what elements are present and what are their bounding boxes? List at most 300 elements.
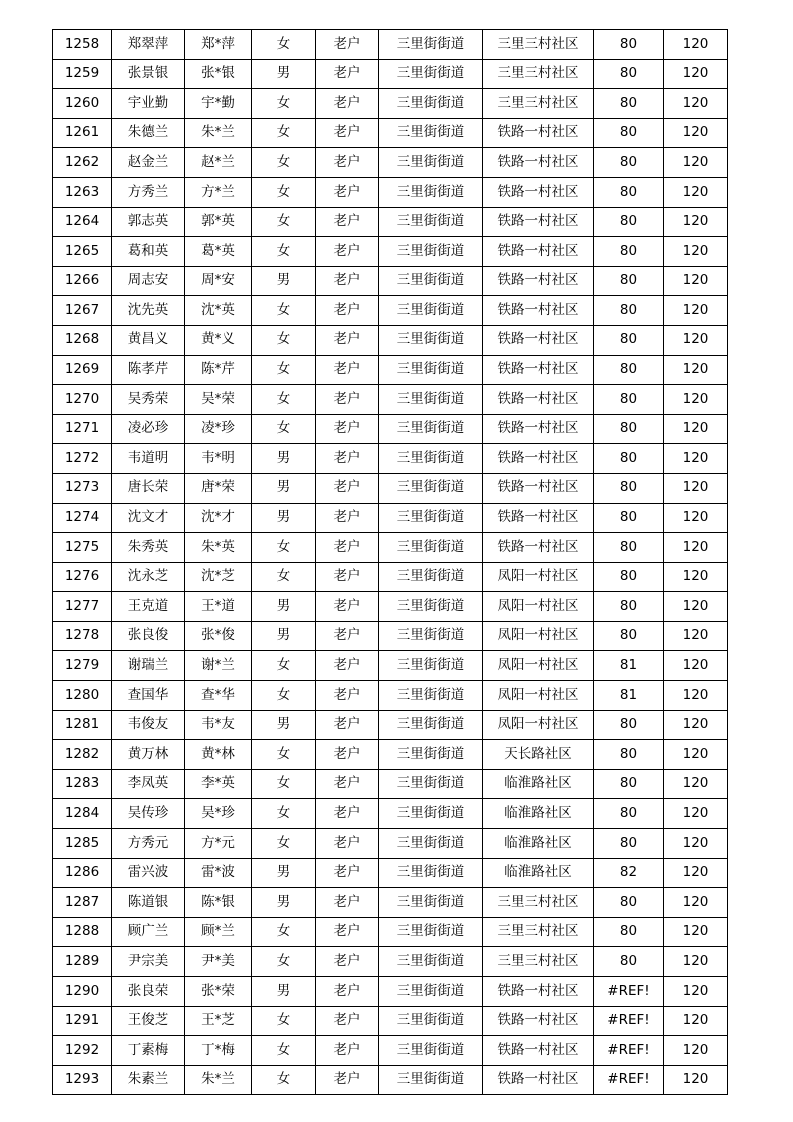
name-cell: 黄万林 [112,740,185,770]
community-cell: 铁路一村社区 [483,325,594,355]
household-type-cell: 老户 [316,829,379,859]
age-cell: 80 [594,829,664,859]
serial-cell: 1271 [53,414,112,444]
amount-cell: 120 [664,1036,728,1066]
household-type-cell: 老户 [316,266,379,296]
serial-cell: 1259 [53,59,112,89]
table-row [53,1006,728,1036]
age-cell: 80 [594,30,664,60]
table-row [53,89,728,119]
street-cell: 三里街街道 [379,296,483,326]
table-row [53,59,728,89]
name-cell: 宇业勤 [112,89,185,119]
name-cell: 郑翠萍 [112,30,185,60]
street-cell: 三里街街道 [379,947,483,977]
masked-name-cell: 朱*兰 [185,1065,252,1095]
household-type-cell: 老户 [316,444,379,474]
table-row [53,947,728,977]
masked-name-cell: 查*华 [185,681,252,711]
table-row [53,414,728,444]
gender-cell: 女 [252,740,316,770]
community-cell: 临淮路社区 [483,799,594,829]
age-cell: 80 [594,118,664,148]
masked-name-cell: 张*银 [185,59,252,89]
street-cell: 三里街街道 [379,1065,483,1095]
age-cell: 80 [594,207,664,237]
household-type-cell: 老户 [316,562,379,592]
serial-cell: 1276 [53,562,112,592]
community-cell: 三里三村社区 [483,30,594,60]
table-row [53,858,728,888]
gender-cell: 男 [252,503,316,533]
gender-cell: 女 [252,207,316,237]
name-cell: 尹宗美 [112,947,185,977]
amount-cell: 120 [664,444,728,474]
gender-cell: 女 [252,1065,316,1095]
gender-cell: 女 [252,799,316,829]
age-cell: #REF! [594,1065,664,1095]
amount-cell: 120 [664,829,728,859]
amount-cell: 120 [664,414,728,444]
gender-cell: 女 [252,296,316,326]
amount-cell: 120 [664,562,728,592]
street-cell: 三里街街道 [379,89,483,119]
amount-cell: 120 [664,1006,728,1036]
serial-cell: 1279 [53,651,112,681]
community-cell: 三里三村社区 [483,917,594,947]
community-cell: 三里三村社区 [483,89,594,119]
masked-name-cell: 黄*林 [185,740,252,770]
age-cell: 81 [594,681,664,711]
serial-cell: 1274 [53,503,112,533]
community-cell: 三里三村社区 [483,59,594,89]
amount-cell: 120 [664,858,728,888]
serial-cell: 1268 [53,325,112,355]
serial-cell: 1263 [53,177,112,207]
household-type-cell: 老户 [316,740,379,770]
table-row [53,266,728,296]
serial-cell: 1262 [53,148,112,178]
community-cell: 凤阳一村社区 [483,651,594,681]
gender-cell: 男 [252,592,316,622]
community-cell: 铁路一村社区 [483,1006,594,1036]
masked-name-cell: 张*荣 [185,977,252,1007]
masked-name-cell: 谢*兰 [185,651,252,681]
street-cell: 三里街街道 [379,1036,483,1066]
gender-cell: 女 [252,414,316,444]
table-row [53,118,728,148]
street-cell: 三里街街道 [379,118,483,148]
age-cell: 80 [594,59,664,89]
street-cell: 三里街街道 [379,740,483,770]
name-cell: 凌必珍 [112,414,185,444]
table-row [53,473,728,503]
amount-cell: 120 [664,533,728,563]
amount-cell: 120 [664,592,728,622]
community-cell: 铁路一村社区 [483,1065,594,1095]
street-cell: 三里街街道 [379,30,483,60]
serial-cell: 1267 [53,296,112,326]
gender-cell: 男 [252,59,316,89]
table-row [53,207,728,237]
age-cell: 80 [594,917,664,947]
gender-cell: 女 [252,917,316,947]
table-row [53,30,728,60]
name-cell: 王克道 [112,592,185,622]
household-type-cell: 老户 [316,769,379,799]
household-type-cell: 老户 [316,710,379,740]
household-type-cell: 老户 [316,888,379,918]
community-cell: 铁路一村社区 [483,533,594,563]
table-row [53,355,728,385]
age-cell: 80 [594,89,664,119]
age-cell: 81 [594,651,664,681]
amount-cell: 120 [664,385,728,415]
name-cell: 查国华 [112,681,185,711]
amount-cell: 120 [664,681,728,711]
amount-cell: 120 [664,177,728,207]
age-cell: 80 [594,621,664,651]
street-cell: 三里街街道 [379,325,483,355]
name-cell: 朱秀英 [112,533,185,563]
community-cell: 凤阳一村社区 [483,592,594,622]
community-cell: 铁路一村社区 [483,148,594,178]
household-type-cell: 老户 [316,296,379,326]
gender-cell: 女 [252,118,316,148]
household-type-cell: 老户 [316,30,379,60]
community-cell: 天长路社区 [483,740,594,770]
table-row [53,710,728,740]
household-type-cell: 老户 [316,947,379,977]
table-row [53,177,728,207]
serial-cell: 1286 [53,858,112,888]
age-cell: 80 [594,325,664,355]
gender-cell: 男 [252,444,316,474]
community-cell: 临淮路社区 [483,858,594,888]
street-cell: 三里街街道 [379,177,483,207]
age-cell: 80 [594,888,664,918]
masked-name-cell: 张*俊 [185,621,252,651]
serial-cell: 1282 [53,740,112,770]
serial-cell: 1280 [53,681,112,711]
street-cell: 三里街街道 [379,977,483,1007]
masked-name-cell: 唐*荣 [185,473,252,503]
serial-cell: 1293 [53,1065,112,1095]
household-type-cell: 老户 [316,592,379,622]
serial-cell: 1269 [53,355,112,385]
masked-name-cell: 陈*银 [185,888,252,918]
masked-name-cell: 韦*友 [185,710,252,740]
household-type-cell: 老户 [316,917,379,947]
table-row [53,1036,728,1066]
gender-cell: 女 [252,681,316,711]
amount-cell: 120 [664,89,728,119]
amount-cell: 120 [664,503,728,533]
household-type-cell: 老户 [316,414,379,444]
table-row [53,385,728,415]
household-type-cell: 老户 [316,858,379,888]
community-cell: 临淮路社区 [483,829,594,859]
age-cell: 80 [594,148,664,178]
masked-name-cell: 黄*义 [185,325,252,355]
household-type-cell: 老户 [316,177,379,207]
name-cell: 雷兴波 [112,858,185,888]
table-row [53,740,728,770]
name-cell: 郭志英 [112,207,185,237]
street-cell: 三里街街道 [379,237,483,267]
masked-name-cell: 顾*兰 [185,917,252,947]
gender-cell: 女 [252,651,316,681]
table-row [53,325,728,355]
name-cell: 吴秀荣 [112,385,185,415]
table-row [53,769,728,799]
table-row [53,237,728,267]
name-cell: 陈道银 [112,888,185,918]
household-type-cell: 老户 [316,59,379,89]
name-cell: 韦俊友 [112,710,185,740]
table-row [53,829,728,859]
street-cell: 三里街街道 [379,266,483,296]
age-cell: 80 [594,740,664,770]
age-cell: #REF! [594,1036,664,1066]
household-type-cell: 老户 [316,1065,379,1095]
table-row [53,444,728,474]
household-type-cell: 老户 [316,89,379,119]
street-cell: 三里街街道 [379,651,483,681]
masked-name-cell: 吴*珍 [185,799,252,829]
amount-cell: 120 [664,917,728,947]
household-type-cell: 老户 [316,621,379,651]
serial-cell: 1273 [53,473,112,503]
serial-cell: 1272 [53,444,112,474]
community-cell: 凤阳一村社区 [483,681,594,711]
name-cell: 王俊芝 [112,1006,185,1036]
amount-cell: 120 [664,148,728,178]
household-type-cell: 老户 [316,148,379,178]
age-cell: 80 [594,237,664,267]
household-type-cell: 老户 [316,799,379,829]
street-cell: 三里街街道 [379,888,483,918]
name-cell: 李凤英 [112,769,185,799]
masked-name-cell: 宇*勤 [185,89,252,119]
community-cell: 铁路一村社区 [483,355,594,385]
table-row [53,888,728,918]
household-type-cell: 老户 [316,325,379,355]
table-row [53,503,728,533]
amount-cell: 120 [664,947,728,977]
amount-cell: 120 [664,740,728,770]
name-cell: 张良荣 [112,977,185,1007]
serial-cell: 1283 [53,769,112,799]
amount-cell: 120 [664,769,728,799]
gender-cell: 女 [252,1006,316,1036]
gender-cell: 女 [252,829,316,859]
community-cell: 铁路一村社区 [483,118,594,148]
street-cell: 三里街街道 [379,710,483,740]
amount-cell: 120 [664,30,728,60]
serial-cell: 1266 [53,266,112,296]
masked-name-cell: 朱*英 [185,533,252,563]
name-cell: 张良俊 [112,621,185,651]
masked-name-cell: 朱*兰 [185,118,252,148]
gender-cell: 女 [252,325,316,355]
street-cell: 三里街街道 [379,769,483,799]
gender-cell: 女 [252,947,316,977]
age-cell: 80 [594,266,664,296]
name-cell: 朱素兰 [112,1065,185,1095]
name-cell: 唐长荣 [112,473,185,503]
community-cell: 凤阳一村社区 [483,562,594,592]
community-cell: 铁路一村社区 [483,444,594,474]
name-cell: 赵金兰 [112,148,185,178]
age-cell: 80 [594,296,664,326]
household-type-cell: 老户 [316,118,379,148]
table-row [53,148,728,178]
table-row [53,562,728,592]
household-type-cell: 老户 [316,237,379,267]
serial-cell: 1288 [53,917,112,947]
table-row [53,681,728,711]
age-cell: 80 [594,562,664,592]
table-row [53,651,728,681]
community-cell: 铁路一村社区 [483,473,594,503]
age-cell: 80 [594,533,664,563]
table-body [53,30,728,1095]
street-cell: 三里街街道 [379,414,483,444]
masked-name-cell: 吴*荣 [185,385,252,415]
table-row [53,296,728,326]
gender-cell: 女 [252,30,316,60]
street-cell: 三里街街道 [379,503,483,533]
age-cell: 80 [594,444,664,474]
household-type-cell: 老户 [316,355,379,385]
gender-cell: 女 [252,177,316,207]
name-cell: 方秀兰 [112,177,185,207]
street-cell: 三里街街道 [379,59,483,89]
household-type-cell: 老户 [316,651,379,681]
household-type-cell: 老户 [316,533,379,563]
age-cell: 80 [594,473,664,503]
masked-name-cell: 葛*英 [185,237,252,267]
serial-cell: 1277 [53,592,112,622]
street-cell: 三里街街道 [379,207,483,237]
age-cell: 80 [594,947,664,977]
serial-cell: 1264 [53,207,112,237]
name-cell: 顾广兰 [112,917,185,947]
household-type-cell: 老户 [316,1036,379,1066]
masked-name-cell: 沈*英 [185,296,252,326]
gender-cell: 女 [252,89,316,119]
amount-cell: 120 [664,207,728,237]
street-cell: 三里街街道 [379,533,483,563]
name-cell: 朱德兰 [112,118,185,148]
serial-cell: 1281 [53,710,112,740]
serial-cell: 1287 [53,888,112,918]
gender-cell: 女 [252,148,316,178]
age-cell: 82 [594,858,664,888]
amount-cell: 120 [664,59,728,89]
table-row [53,621,728,651]
masked-name-cell: 丁*梅 [185,1036,252,1066]
community-cell: 凤阳一村社区 [483,621,594,651]
masked-name-cell: 王*道 [185,592,252,622]
community-cell: 铁路一村社区 [483,296,594,326]
street-cell: 三里街街道 [379,858,483,888]
amount-cell: 120 [664,325,728,355]
age-cell: #REF! [594,1006,664,1036]
street-cell: 三里街街道 [379,444,483,474]
masked-name-cell: 郭*英 [185,207,252,237]
serial-cell: 1278 [53,621,112,651]
name-cell: 张景银 [112,59,185,89]
masked-name-cell: 方*兰 [185,177,252,207]
street-cell: 三里街街道 [379,917,483,947]
gender-cell: 女 [252,355,316,385]
street-cell: 三里街街道 [379,385,483,415]
street-cell: 三里街街道 [379,681,483,711]
age-cell: 80 [594,503,664,533]
masked-name-cell: 尹*美 [185,947,252,977]
name-cell: 黄昌义 [112,325,185,355]
age-cell: 80 [594,710,664,740]
serial-cell: 1290 [53,977,112,1007]
age-cell: 80 [594,414,664,444]
serial-cell: 1270 [53,385,112,415]
community-cell: 铁路一村社区 [483,207,594,237]
name-cell: 沈先英 [112,296,185,326]
gender-cell: 女 [252,562,316,592]
subsidy-roster-table [52,29,728,1095]
serial-cell: 1260 [53,89,112,119]
street-cell: 三里街街道 [379,562,483,592]
gender-cell: 男 [252,266,316,296]
age-cell: 80 [594,769,664,799]
gender-cell: 男 [252,710,316,740]
table-row [53,917,728,947]
name-cell: 丁素梅 [112,1036,185,1066]
gender-cell: 男 [252,888,316,918]
serial-cell: 1258 [53,30,112,60]
household-type-cell: 老户 [316,681,379,711]
street-cell: 三里街街道 [379,1006,483,1036]
table-row [53,1065,728,1095]
serial-cell: 1285 [53,829,112,859]
gender-cell: 女 [252,385,316,415]
table-row [53,977,728,1007]
age-cell: 80 [594,799,664,829]
community-cell: 临淮路社区 [483,769,594,799]
community-cell: 铁路一村社区 [483,237,594,267]
serial-cell: 1284 [53,799,112,829]
gender-cell: 男 [252,977,316,1007]
amount-cell: 120 [664,888,728,918]
amount-cell: 120 [664,296,728,326]
community-cell: 凤阳一村社区 [483,710,594,740]
gender-cell: 男 [252,621,316,651]
masked-name-cell: 王*芝 [185,1006,252,1036]
serial-cell: 1289 [53,947,112,977]
gender-cell: 女 [252,1036,316,1066]
community-cell: 铁路一村社区 [483,977,594,1007]
table-row [53,533,728,563]
amount-cell: 120 [664,1065,728,1095]
amount-cell: 120 [664,977,728,1007]
household-type-cell: 老户 [316,1006,379,1036]
street-cell: 三里街街道 [379,355,483,385]
serial-cell: 1292 [53,1036,112,1066]
masked-name-cell: 沈*芝 [185,562,252,592]
amount-cell: 120 [664,355,728,385]
